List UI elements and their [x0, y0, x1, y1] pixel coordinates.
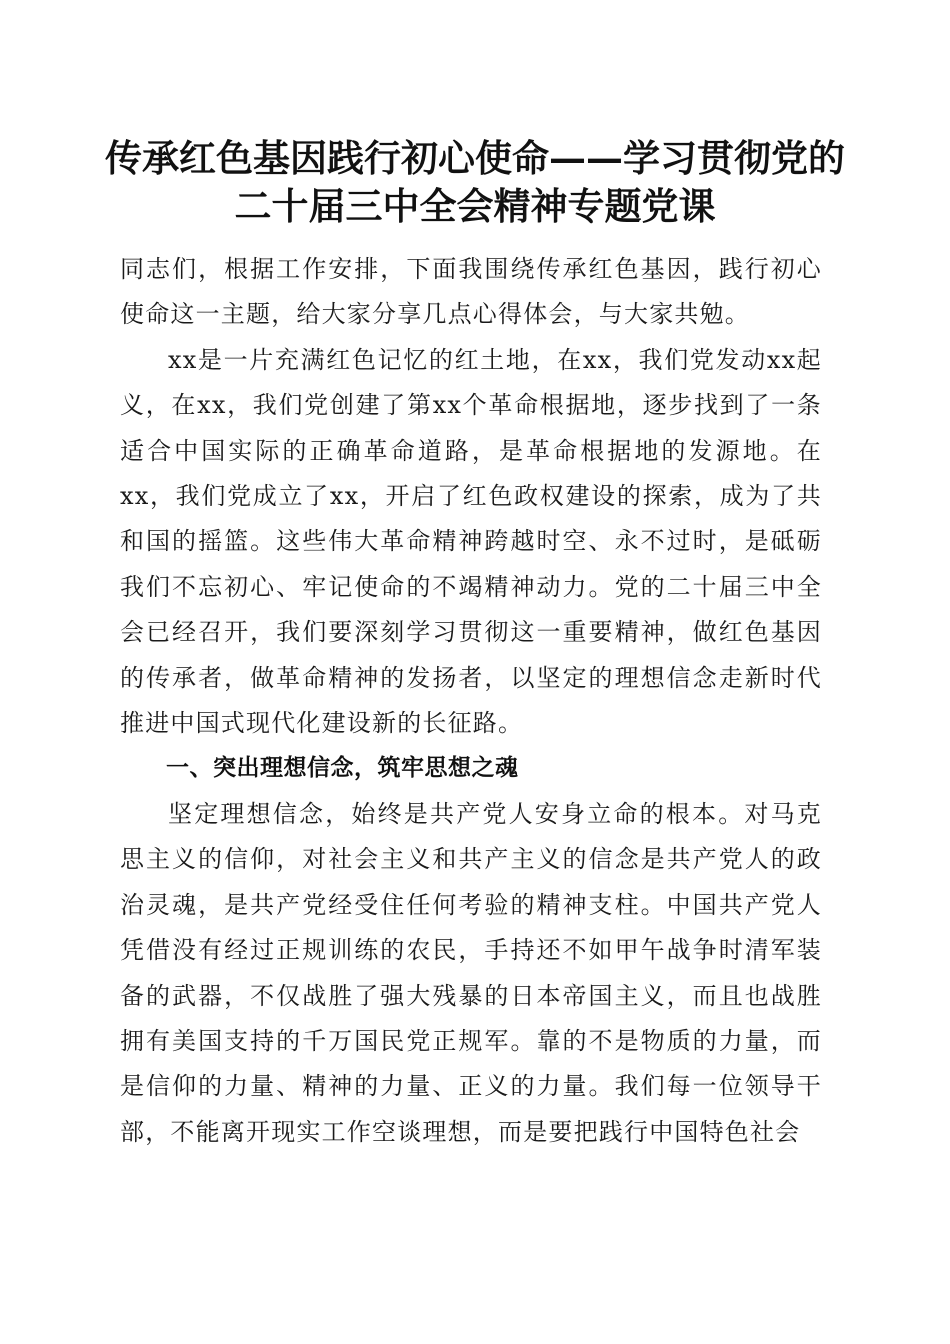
- document-title-line-1: 传承红色基因践行初心使命——学习贯彻党的: [105, 136, 845, 180]
- document-body: [120, 247, 822, 1155]
- section-heading-1: 一、突出理想信念，筑牢思想之魂: [166, 755, 519, 782]
- body-paragraph-1: xx是一片充满红色记忆的红土地，在xx，我们党发动xx起义，在xx，我们党创建了第xx个革命根据地，逐步找到了一条适合中国实际的正确革命道路，是革命根据地的发源地。在xx，我们党成立了xx，开启了红色政权建设的探索，成为了共和国的摇篮。这些伟大革命精神跨越时空、永不过时，是砥砺我们不忘初心、牢记使命的不竭精神动力。党的二十届三中全会已经召开，我们要深刻学习贯彻这一重要精神，做红色基因的传承者，做革命精神的发扬者，以坚定的理想信念走新时代推进中国式现代化建设新的长征路。: [120, 345, 822, 738]
- body-paragraph-2: 坚定理想信念，始终是共产党人安身立命的根本。对马克思主义的信仰，对社会主义和共产主义的信念是共产党人的政治灵魂，是共产党经受住任何考验的精神支柱。中国共产党人凭借没有经过正规训练的农民，手持还不如甲午战争时清军装备的武器，不仅战胜了强大残暴的日本帝国主义，而且也战胜拥有美国支持的千万国民党正规军。靠的不是物质的力量，而是信仰的力量、精神的力量、正义的力量。我们每一位领导干部，不能离开现实工作空谈理想，而是要把践行中国特色社会: [120, 799, 822, 1146]
- opening-paragraph: 同志们，根据工作安排，下面我围绕传承红色基因，践行初心使命这一主题，给大家分享几点心得体会，与大家共勉。: [120, 255, 822, 329]
- document-title-line-2: 二十届三中全会精神专题党课: [234, 184, 716, 228]
